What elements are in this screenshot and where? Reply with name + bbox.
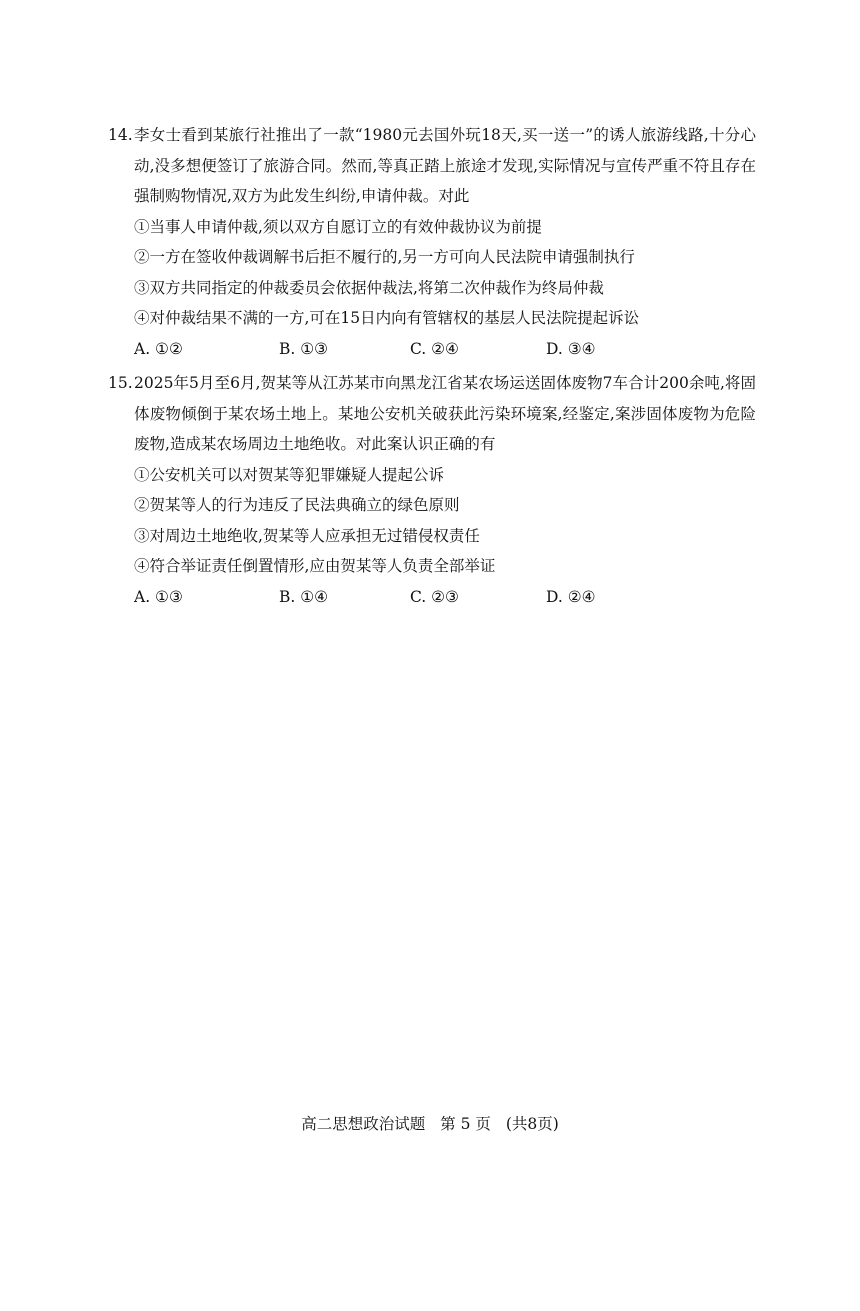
option-d: D. ③④ [546, 339, 596, 358]
question-number: 14. [108, 126, 133, 144]
question-15 [108, 368, 756, 612]
answer-options [134, 334, 756, 364]
statement-4: ④符合举证责任倒置情形,应由贺某等人负责全部举证 [134, 557, 496, 575]
statement-3: ③双方共同指定的仲裁委员会依据仲裁法,将第二次仲裁作为终局仲裁 [134, 278, 604, 297]
footer-subject: 高二思想政治试题 [301, 1115, 426, 1133]
question-14 [108, 120, 756, 364]
question-text: 2025年5月至6月,贺某等从江苏某市向黑龙江省某农场运送固体废物7车合计200余吨,将固体废物倾倒于某农场土地上。某地公安机关破获此污染环境案,经鉴定,案涉固体废物为危险废物,造成某农场周边土地绝收。对此案认识正确的有 [134, 374, 756, 453]
answer-options [134, 582, 756, 612]
footer-total-pages: (共8页) [505, 1115, 559, 1133]
question-stem [108, 120, 756, 212]
option-c: C. ②③ [410, 587, 459, 606]
statement-3: ③对周边土地绝收,贺某等人应承担无过错侵权责任 [134, 526, 480, 545]
footer-page-number: 第 5 页 [440, 1115, 491, 1133]
option-c: C. ②④ [410, 339, 459, 358]
statement-2: ②一方在签收仲裁调解书后拒不履行的,另一方可向人民法院申请强制执行 [134, 248, 635, 266]
statement-4: ④对仲裁结果不满的一方,可在15日内向有管辖权的基层人民法院提起诉讼 [134, 309, 640, 327]
option-a: A. ①③ [134, 587, 183, 606]
question-stem [108, 368, 756, 460]
question-text: 李女士看到某旅行社推出了一款“1980元去国外玩18天,买一送一”的诱人旅游线路,十分心动,没多想便签订了旅游合同。然而,等真正踏上旅途才发现,实际情况与宣传严重不符且存在强制购物情况,双方为此发生纠纷,申请仲裁。对此 [134, 126, 756, 205]
option-d: D. ②④ [546, 587, 596, 606]
statement-2: ②贺某等人的行为违反了民法典确立的绿色原则 [134, 496, 460, 514]
option-a: A. ①② [134, 339, 183, 358]
option-b: B. ①④ [279, 587, 329, 606]
option-b: B. ①③ [279, 339, 329, 358]
question-number: 15. [108, 374, 133, 392]
statement-1: ①当事人申请仲裁,须以双方自愿订立的有效仲裁协议为前提 [134, 217, 542, 236]
statement-1: ①公安机关可以对贺某等犯罪嫌疑人提起公诉 [134, 465, 445, 484]
page-footer [0, 1113, 860, 1135]
